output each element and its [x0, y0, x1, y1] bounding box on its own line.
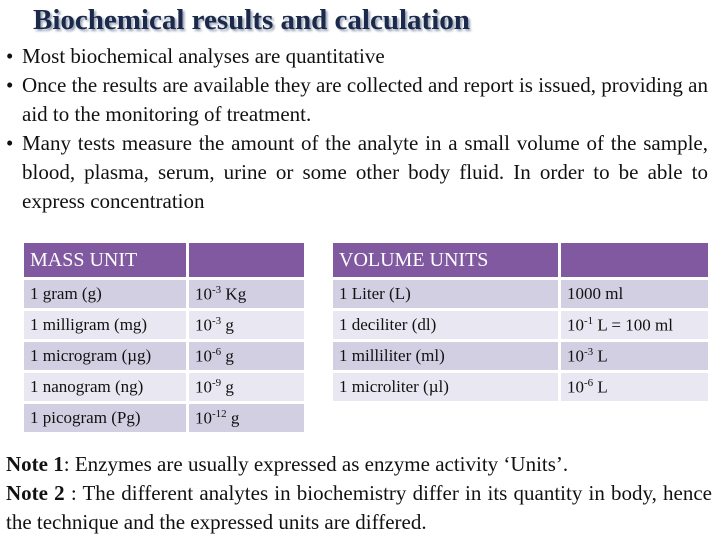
- note-label: Note 1: [6, 452, 64, 476]
- volume-value-cell: $10^{-3}$ L: [561, 342, 708, 370]
- mass-value-cell: $10^{-3}$ g: [189, 311, 304, 339]
- mass-unit-cell: 1 nanogram (ng): [24, 373, 186, 401]
- note-separator: :: [63, 452, 75, 476]
- mass-value-cell: $10^{-12}$ g: [189, 404, 304, 432]
- volume-table-header: VOLUME UNITS: [333, 243, 558, 277]
- note-text: Enzymes are usually expressed as enzyme activity ‘Units’.: [74, 452, 569, 476]
- bullet-dot: •: [6, 131, 14, 155]
- bullet-dot: •: [6, 44, 14, 68]
- bullet-item: [6, 129, 708, 216]
- mass-unit-cell: 1 gram (g): [24, 280, 186, 308]
- note-label: Note 2: [6, 481, 71, 505]
- mass-unit-cell: 1 milligram (mg): [24, 311, 186, 339]
- mass-unit-cell: 1 microgram (µg): [24, 342, 186, 370]
- volume-value-cell: $10^{-1}$ L = 100 ml: [561, 311, 708, 339]
- mass-value-cell: $10^{-9}$ g: [189, 373, 304, 401]
- bullet-dot: •: [6, 73, 14, 97]
- note-1: [6, 450, 712, 479]
- volume-unit-cell: 1 microliter (µl): [333, 373, 558, 401]
- note-text: The different analytes in biochemistry differ in its quantity in body, hence the technique and the expressed units are differed.: [6, 481, 712, 534]
- bullet-item: [6, 42, 708, 71]
- mass-value-cell: $10^{-6}$ g: [189, 342, 304, 370]
- bullet-list: [6, 42, 708, 216]
- volume-value-cell: 1000 ml: [561, 280, 708, 308]
- mass-table-header: MASS UNIT: [24, 243, 186, 277]
- bullet-text: Most biochemical analyses are quantitative: [22, 44, 385, 68]
- bullet-text: Once the results are available they are collected and report is issued, providing an aid to the monitoring of treatment.: [22, 73, 708, 126]
- volume-unit-cell: 1 milliliter (ml): [333, 342, 558, 370]
- bullet-text: Many tests measure the amount of the analyte in a small volume of the sample, blood, plasma, serum, urine or some other body fluid. In order to be able to express concentration: [22, 131, 708, 213]
- volume-unit-cell: 1 deciliter (dl): [333, 311, 558, 339]
- mass-table-header-blank: [189, 243, 304, 277]
- mass-unit-cell: 1 picogram (Pg): [24, 404, 186, 432]
- volume-value-cell: $10^{-6}$ L: [561, 373, 708, 401]
- mass-value-cell: $10^{-3}$ Kg: [189, 280, 304, 308]
- volume-unit-table: [330, 240, 711, 404]
- volume-unit-cell: 1 Liter (L): [333, 280, 558, 308]
- volume-table-header-blank: [561, 243, 708, 277]
- notes-section: [6, 450, 712, 537]
- slide-title: Biochemical results and calculation: [33, 4, 470, 36]
- note-separator: :: [70, 481, 83, 505]
- bullet-item: [6, 71, 708, 129]
- note-2: [6, 479, 712, 537]
- mass-unit-table: [21, 240, 307, 435]
